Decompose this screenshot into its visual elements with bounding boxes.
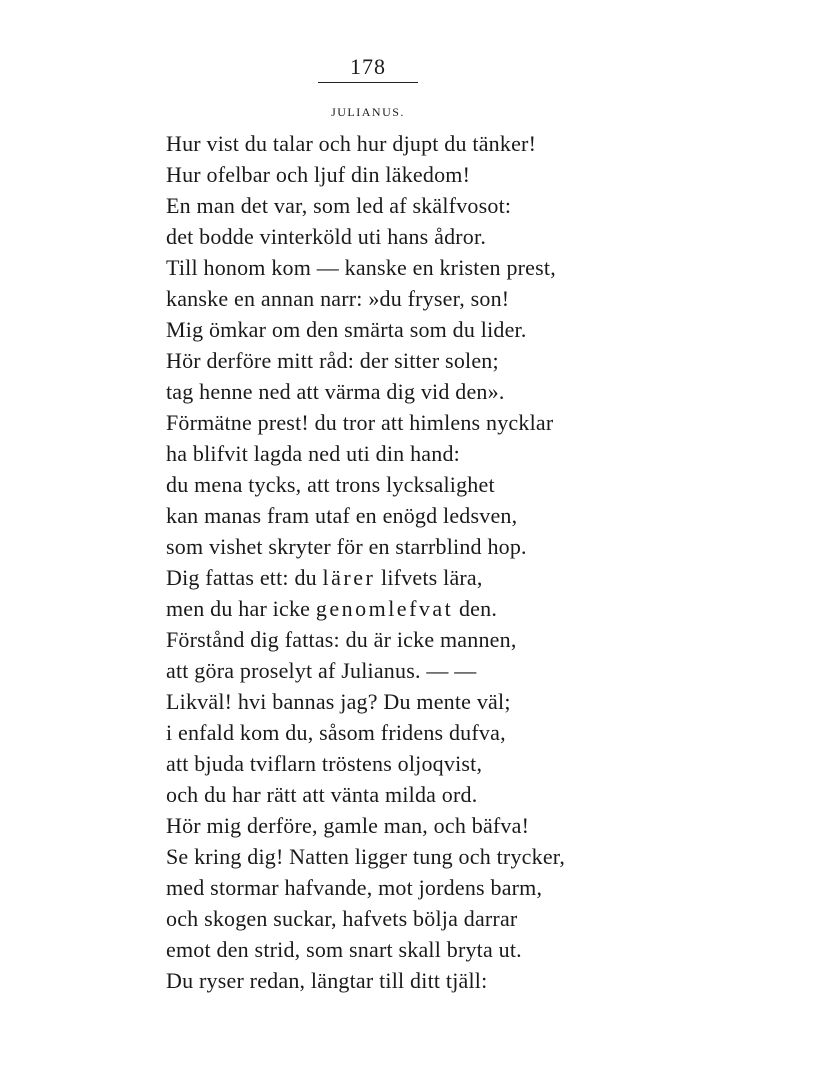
poem-line-9: tag henne ned att värma dig vid den». bbox=[166, 379, 505, 404]
poem-line-15-start: Dig fattas ett: du bbox=[166, 565, 323, 590]
poem-line-1: Hur vist du talar och hur djupt du tänker! bbox=[166, 131, 537, 156]
poem-line-28: Du ryser redan, längtar till ditt tjäll: bbox=[166, 968, 488, 993]
poem-line-24: Se kring dig! Natten ligger tung och trycker, bbox=[166, 844, 566, 869]
poem-line-7: Mig ömkar om den smärta som du lider. bbox=[166, 317, 527, 342]
poem-line-4: det bodde vinterköld uti hans ådror. bbox=[166, 224, 487, 249]
poem-line-6: kanske en annan narr: »du fryser, son! bbox=[166, 286, 510, 311]
page-number: 178 bbox=[350, 54, 386, 79]
poem-line-10: Förmätne prest! du tror att himlens nycklar bbox=[166, 410, 554, 435]
poem-line-16 bbox=[166, 593, 806, 624]
poem-line-16-end: den. bbox=[453, 596, 498, 621]
poem-line-5: Till honom kom — kanske en kristen prest, bbox=[166, 255, 556, 280]
poem-line-3: En man det var, som led af skälfvosot: bbox=[166, 193, 512, 218]
poem-line-13: kan manas fram utaf en enögd ledsven, bbox=[166, 503, 518, 528]
poem-line-25: med stormar hafvande, mot jordens barm, bbox=[166, 875, 543, 900]
poem-line-11: ha blifvit lagda ned uti din hand: bbox=[166, 441, 460, 466]
emphasized-word: genomlefvat bbox=[315, 596, 454, 621]
poem-line-27: emot den strid, som snart skall bryta ut. bbox=[166, 937, 522, 962]
poem-line-15 bbox=[166, 562, 806, 593]
poem-line-16-start: men du har icke bbox=[166, 596, 316, 621]
poem-line-8: Hör derföre mitt råd: der sitter solen; bbox=[166, 348, 499, 373]
poem-line-2: Hur ofelbar och ljuf din läkedom! bbox=[166, 162, 471, 187]
poem-line-17: Förstånd dig fattas: du är icke mannen, bbox=[166, 627, 517, 652]
emphasized-word: lärer bbox=[322, 565, 376, 590]
poem-line-14: som vishet skryter för en starrblind hop. bbox=[166, 534, 527, 559]
poem-line-12: du mena tycks, att trons lycksalighet bbox=[166, 472, 495, 497]
poem-line-20: i enfald kom du, såsom fridens dufva, bbox=[166, 720, 506, 745]
poem-line-18: att göra proselyt af Julianus. — — bbox=[166, 658, 477, 683]
poem-line-26: och skogen suckar, hafvets bölja darrar bbox=[166, 906, 518, 931]
poem-line-19: Likväl! hvi bannas jag? Du mente väl; bbox=[166, 689, 511, 714]
header-rule bbox=[318, 82, 418, 83]
poem-line-15-end: lifvets lära, bbox=[375, 565, 483, 590]
running-head: JULIANUS. bbox=[331, 105, 405, 119]
poem-line-22: och du har rätt att vänta milda ord. bbox=[166, 782, 478, 807]
poem-text bbox=[166, 128, 806, 996]
poem-line-21: att bjuda tviflarn tröstens oljoqvist, bbox=[166, 751, 483, 776]
poem-line-23: Hör mig derföre, gamle man, och bäfva! bbox=[166, 813, 530, 838]
